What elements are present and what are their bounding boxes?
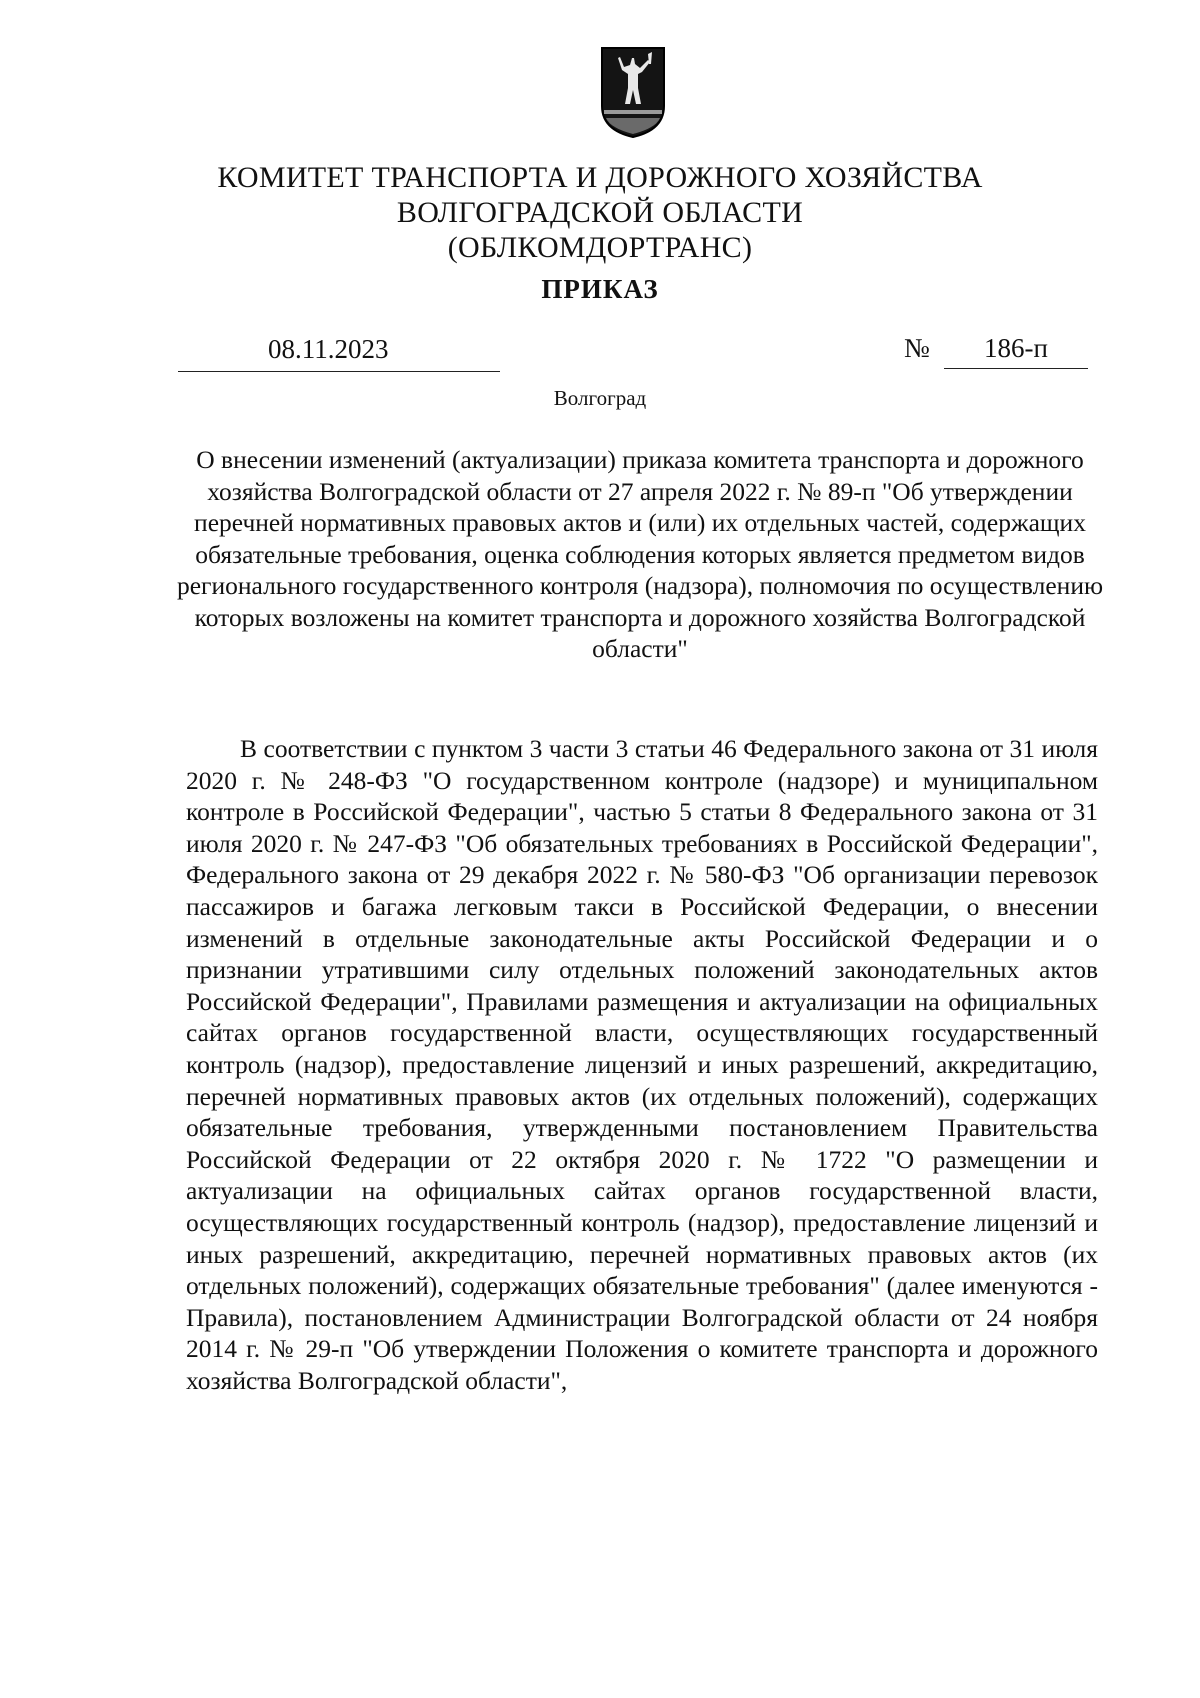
organization-name <box>0 160 1200 265</box>
date-underline <box>178 371 500 372</box>
document-number: 186-п <box>984 333 1048 363</box>
document-date: 08.11.2023 <box>268 334 389 364</box>
document-type-heading: ПРИКАЗ <box>541 274 659 304</box>
organization-name-line: ВОЛГОГРАДСКОЙ ОБЛАСТИ <box>396 196 804 229</box>
organization-abbreviation: (ОБЛКОМДОРТРАНС) <box>447 231 753 264</box>
document-title: О внесении изменений (актуализации) приказа комитета транспорта и дорожного хозяйства Волгоградской области от 27 апреля 2022 г. № 89-п "Об утверждении перечней нормативных правовых актов и (или) их отдельных частей, содержащих обязательные требования, оценка соблюдения которых является предметом видов регионального государственного контроля (надзора), полномочия по осуществлению которых возложены на комитет транспорта и дорожного хозяйства Волгоградской области" <box>176 445 1104 663</box>
number-underline <box>944 368 1088 369</box>
organization-name-line: КОМИТЕТ ТРАНСПОРТА И ДОРОЖНОГО ХОЗЯЙСТВА <box>217 161 983 194</box>
coat-of-arms-emblem <box>596 44 670 140</box>
number-sign: № <box>904 333 930 363</box>
document-city: Волгоград <box>553 386 647 410</box>
body-paragraph: В соответствии с пунктом 3 части 3 статьи 46 Федерального закона от 31 июля 2020 г. № 248-ФЗ "О государственном контроле (надзоре) и муниципальном контроле в Российской Федерации", частью 5 статьи 8 Федерального закона от 31 июля 2020 г. № 247-ФЗ "Об обязательных требованиях в Российской Федерации", Федерального закона от 29 декабря 2022 г. № 580-ФЗ "Об организации перевозок пассажиров и багажа легковым такси в Российской Федерации, о внесении изменений в отдельные законодательные акты Российской Федерации и о признании утратившими силу отдельных положений законодательных актов Российской Федерации", Правилами размещения и актуализации на официальных сайтах органов государственной власти, осуществляющих государственный контроль (надзор), предоставление лицензий и иных разрешений, аккредитацию, перечней нормативных правовых актов (их отдельных положений), содержащих обязательные требования, утвержденными постановлением Правительства Российской Федерации от 22 октября 2020 г. № 1722 "О размещении и актуализации на официальных сайтах органов государственной власти, осуществляющих государственный контроль (надзор), предоставление лицензий и иных разрешений, аккредитацию, перечней нормативных правовых актов (их отдельных положений), содержащих обязательные требования" (далее именуются - Правила), постановлением Администрации Волгоградской области от 24 ноября 2014 г. № 29-п "Об утверждении Положения о комитете транспорта и дорожного хозяйства Волгоградской области", <box>186 734 1098 1395</box>
